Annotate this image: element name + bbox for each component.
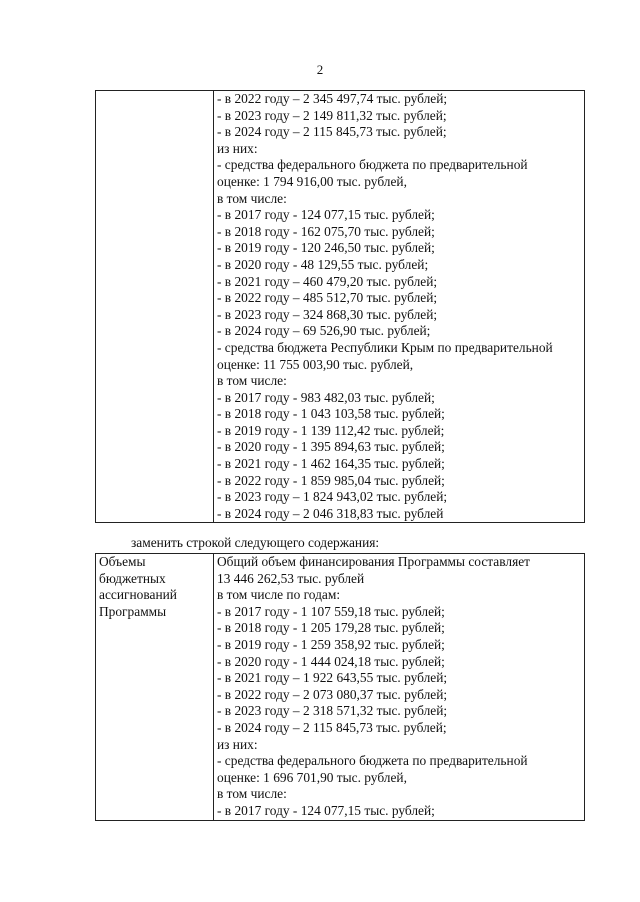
table1-line: - в 2018 году - 162 075,70 тыс. рублей; — [217, 223, 435, 239]
table2-line: - в 2023 году – 2 318 571,32 тыс. рублей; — [217, 703, 448, 719]
table2-line: из них: — [217, 736, 258, 752]
table2-label-line: Объемы — [99, 554, 146, 569]
page-number: 2 — [316, 62, 324, 77]
table2-label-line: бюджетных — [99, 570, 166, 586]
table1-line: в том числе: — [217, 373, 287, 389]
table1-line: - в 2017 году - 983 482,03 тыс. рублей; — [217, 389, 435, 405]
table1-line: - в 2021 году - 1 462 164,35 тыс. рублей; — [217, 456, 445, 472]
table2-line: - в 2020 году - 1 444 024,18 тыс. рублей; — [217, 653, 445, 669]
table1-line: - в 2020 году - 48 129,55 тыс. рублей; — [217, 256, 429, 272]
table1-label-cell — [96, 91, 214, 523]
table2-line: - в 2017 году - 1 107 559,18 тыс. рублей; — [217, 603, 445, 619]
table1-line: - в 2023 году – 1 824 943,02 тыс. рублей; — [217, 489, 448, 505]
table1-line: - в 2024 году – 69 526,90 тыс. рублей; — [217, 323, 431, 339]
table1-line: - в 2021 году – 460 479,20 тыс. рублей; — [217, 273, 438, 289]
table2-line: - средства федерального бюджета по предварительной — [217, 753, 528, 769]
table1-line: - в 2019 году - 1 139 112,42 тыс. рублей; — [217, 422, 445, 438]
table1-line: - в 2020 году - 1 395 894,63 тыс. рублей; — [217, 439, 445, 455]
table2-content-cell — [214, 554, 585, 821]
table2-label-line: ассигнований — [99, 587, 177, 603]
table2-line: 13 446 262,53 тыс. рублей — [217, 570, 365, 586]
table1-line: - средства бюджета Республики Крым по предварительной — [217, 339, 553, 355]
table1-line: - в 2024 году – 2 046 318,83 тыс. рублей — [217, 505, 444, 521]
table1-line: - в 2022 году – 485 512,70 тыс. рублей; — [217, 290, 438, 306]
table1-line: - в 2019 году - 120 246,50 тыс. рублей; — [217, 240, 435, 256]
table2-line: - в 2018 году - 1 205 179,28 тыс. рублей; — [217, 620, 445, 636]
table1-line: в том числе: — [217, 190, 287, 206]
table1-line: - в 2018 году - 1 043 103,58 тыс. рублей; — [217, 406, 445, 422]
table2-line: оценке: 1 696 701,90 тыс. рублей, — [217, 769, 407, 785]
table1-line: из них: — [217, 140, 258, 156]
table1-line: - в 2017 году - 124 077,15 тыс. рублей; — [217, 207, 435, 223]
table2-line: - в 2021 году – 1 922 643,55 тыс. рублей; — [217, 670, 448, 686]
table1-content-cell — [214, 91, 585, 523]
table2-line: - в 2019 году - 1 259 358,92 тыс. рублей; — [217, 636, 445, 652]
table1-line: - в 2022 году – 2 345 497,74 тыс. рублей; — [217, 91, 448, 106]
table2-line: - в 2022 году – 2 073 080,37 тыс. рублей; — [217, 686, 448, 702]
table2-line: Общий объем финансирования Программы составляет — [217, 554, 531, 569]
table1-line: оценке: 11 755 003,90 тыс. рублей, — [217, 356, 414, 372]
table2-line: - в 2024 году – 2 115 845,73 тыс. рублей; — [217, 719, 447, 735]
table1-line: - средства федерального бюджета по предварительной — [217, 157, 528, 173]
funding-table-new — [95, 553, 585, 821]
table1-line: оценке: 1 794 916,00 тыс. рублей, — [217, 173, 407, 189]
table2-label-line: Программы — [99, 603, 167, 619]
table2-line: в том числе: — [217, 786, 287, 802]
funding-table-old — [95, 90, 585, 523]
table2-label-cell — [96, 554, 214, 821]
table1-line: - в 2024 году – 2 115 845,73 тыс. рублей; — [217, 124, 447, 140]
table1-line: - в 2023 году – 324 868,30 тыс. рублей; — [217, 306, 438, 322]
table1-line: - в 2023 году – 2 149 811,32 тыс. рублей; — [217, 107, 447, 123]
table2-line: - в 2017 году - 124 077,15 тыс. рублей; — [217, 802, 435, 818]
replacement-intro-text: заменить строкой следующего содержания: — [131, 535, 380, 550]
table1-line: - в 2022 году - 1 859 985,04 тыс. рублей; — [217, 472, 445, 488]
table2-line: в том числе по годам: — [217, 587, 341, 603]
